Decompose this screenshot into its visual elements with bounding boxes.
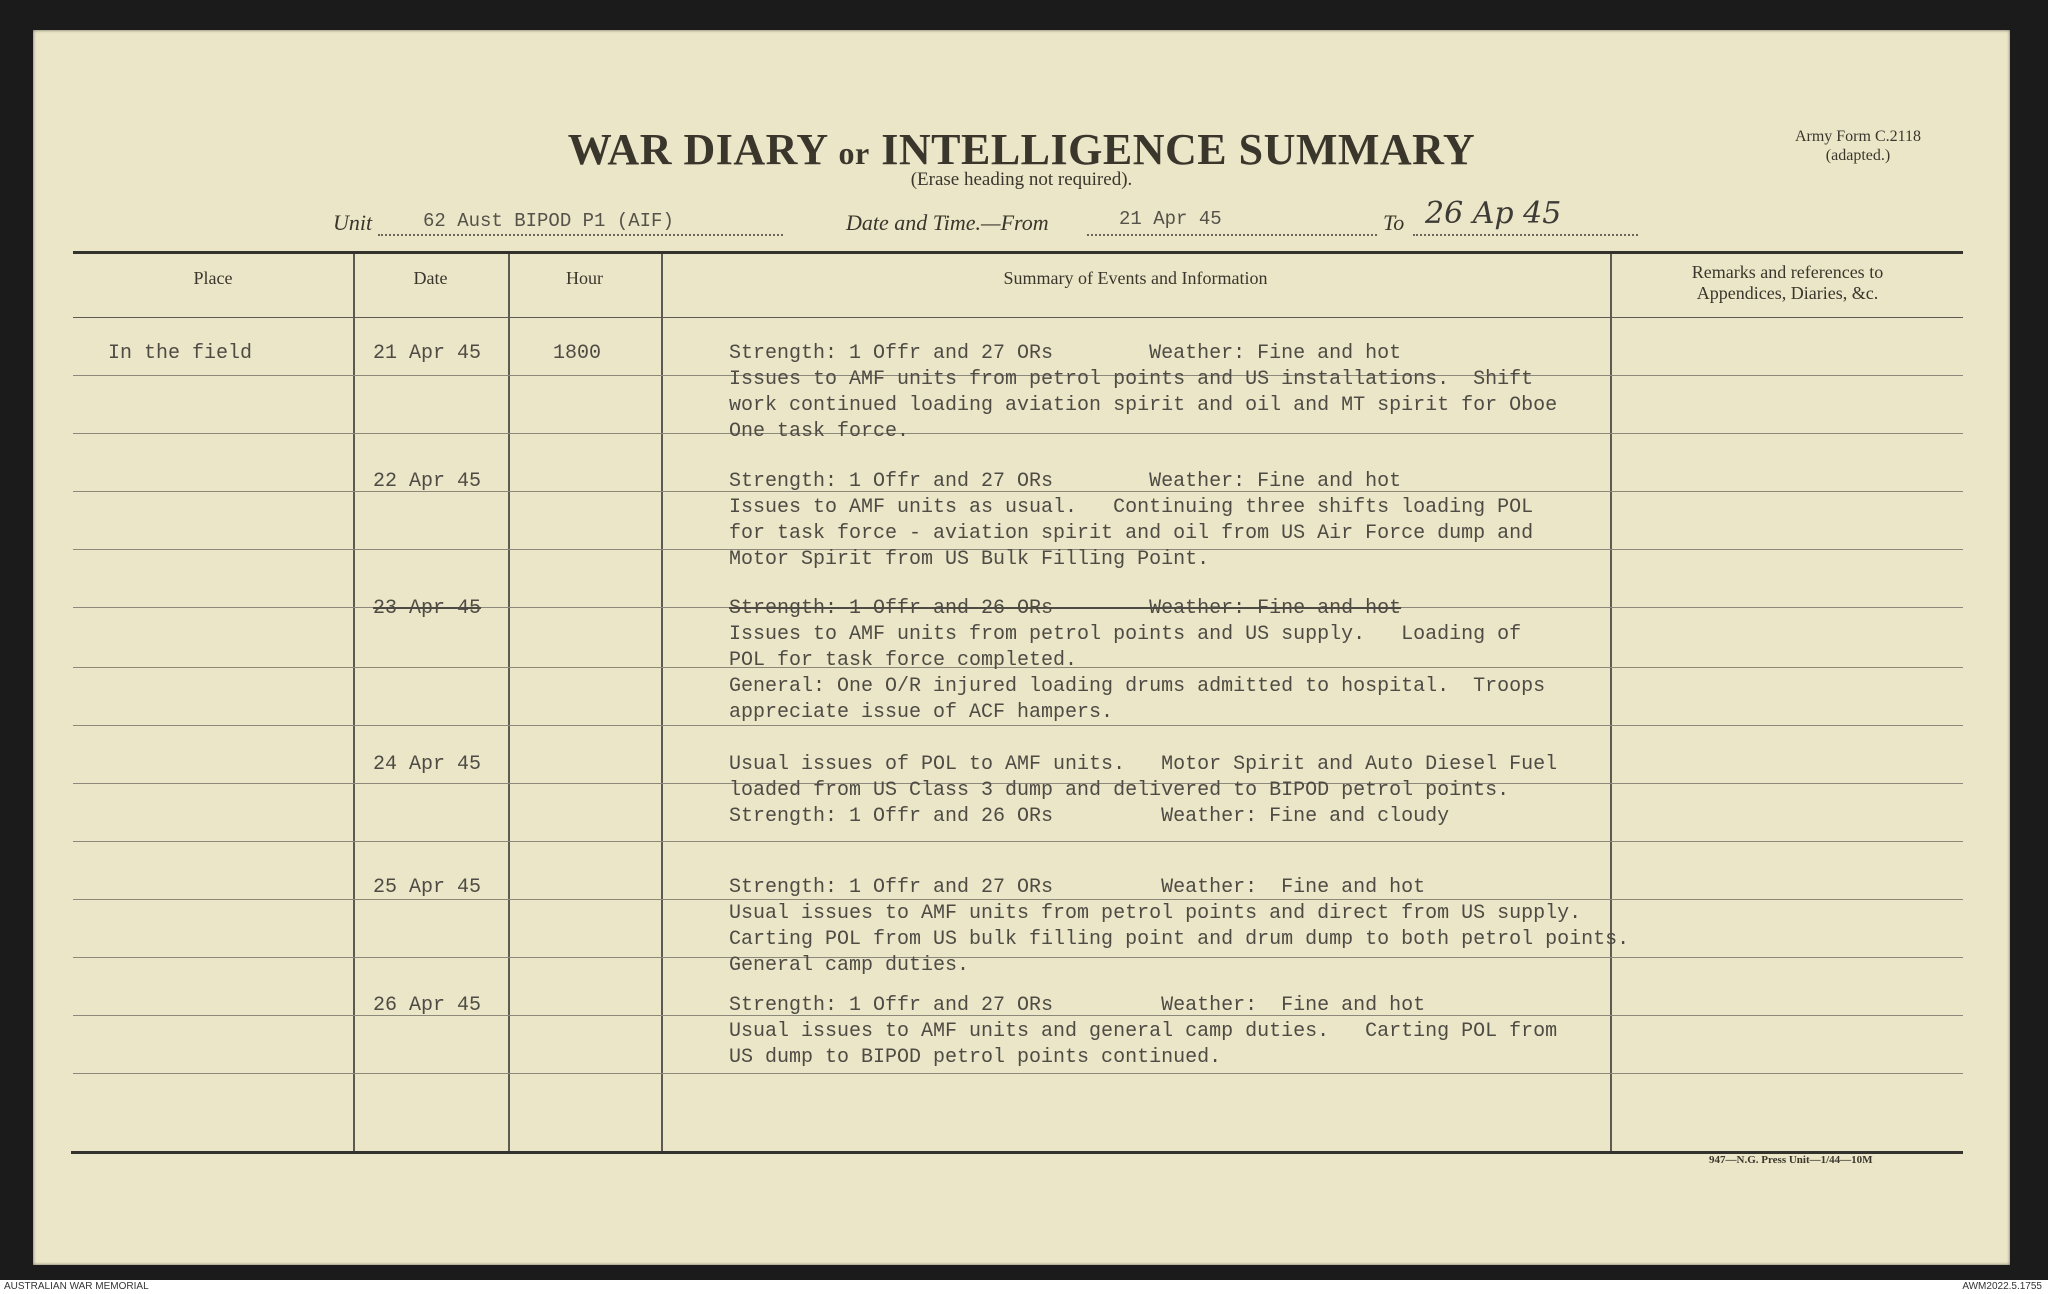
date-from-dotted-line bbox=[1087, 234, 1377, 236]
column-header-place: Place bbox=[193, 268, 233, 288]
unit-label: Unit bbox=[333, 210, 373, 235]
entry-line: Strength: 1 Offr and 27 ORs Weather: Fine and hot bbox=[729, 876, 1426, 899]
header-separator bbox=[73, 317, 1963, 318]
entry-line: appreciate issue of ACF hampers. bbox=[729, 701, 1114, 724]
ruled-line bbox=[73, 433, 1963, 434]
entry-line: One task force. bbox=[729, 420, 910, 443]
entry-line: Issues to AMF units from petrol points and US supply. Loading of bbox=[729, 623, 1522, 646]
entry-line: US dump to BIPOD petrol points continued. bbox=[729, 1046, 1222, 1069]
column-header-remarks: Remarks and references to Appendices, Diaries, &c. bbox=[1691, 262, 1884, 303]
entry-line: Strength: 1 Offr and 26 ORs Weather: Fine and hot bbox=[729, 597, 1402, 620]
date-to-dotted-line bbox=[1413, 234, 1638, 236]
entry-place: In the field bbox=[108, 342, 253, 365]
date-to-label: To bbox=[1383, 210, 1405, 235]
entry-date: 21 Apr 45 bbox=[373, 342, 482, 365]
entry-line: Motor Spirit from US Bulk Filling Point. bbox=[729, 548, 1210, 571]
entry-line: Strength: 1 Offr and 27 ORs Weather: Fine and hot bbox=[729, 470, 1402, 493]
date-to-handwritten: 26 Ap 45 bbox=[1425, 196, 1562, 231]
entry-line: Usual issues to AMF units from petrol points and direct from US supply. bbox=[729, 902, 1582, 925]
ruled-line bbox=[73, 725, 1963, 726]
entry-date: 26 Apr 45 bbox=[373, 994, 482, 1017]
ruled-line bbox=[73, 899, 1963, 900]
unit-value: 62 Aust BIPOD P1 (AIF) bbox=[423, 210, 674, 232]
entry-line: Carting POL from US bulk filling point and drum dump to both petrol points. bbox=[729, 928, 1630, 951]
page-subtitle: (Erase heading not required). bbox=[910, 169, 1133, 190]
ruled-line bbox=[73, 841, 1963, 842]
col-divider-summary bbox=[1610, 254, 1612, 1151]
entry-date: 25 Apr 45 bbox=[373, 876, 482, 899]
column-header-date: Date bbox=[413, 268, 448, 288]
column-header-summary: Summary of Events and Information bbox=[1003, 268, 1268, 288]
entry-date: 22 Apr 45 bbox=[373, 470, 482, 493]
column-header-hour: Hour bbox=[566, 268, 603, 288]
entry-line: General: One O/R injured loading drums admitted to hospital. Troops bbox=[729, 675, 1546, 698]
table-top-rule bbox=[73, 251, 1963, 254]
entry-line: Usual issues to AMF units and general camp duties. Carting POL from bbox=[729, 1020, 1558, 1043]
date-from-label: Date and Time.—From bbox=[846, 210, 1049, 235]
archive-name: AUSTRALIAN WAR MEMORIAL bbox=[4, 1281, 149, 1292]
ruled-line bbox=[73, 957, 1963, 958]
entry-line: Issues to AMF units as usual. Continuing three shifts loading POL bbox=[729, 496, 1534, 519]
date-from-value: 21 Apr 45 bbox=[1119, 208, 1222, 230]
entry-line: Usual issues of POL to AMF units. Motor Spirit and Auto Diesel Fuel bbox=[729, 753, 1558, 776]
archive-reference: AWM2022.5.1755 bbox=[1962, 1281, 2042, 1292]
entry-line: POL for task force completed. bbox=[729, 649, 1078, 672]
entry-date: 24 Apr 45 bbox=[373, 753, 482, 776]
entry-line: Strength: 1 Offr and 26 ORs Weather: Fine and cloudy bbox=[729, 805, 1450, 828]
archive-caption-strip bbox=[0, 1280, 2048, 1294]
print-note: 947—N.G. Press Unit—1/44—10M bbox=[1709, 1154, 1873, 1166]
war-diary-sheet bbox=[33, 30, 2010, 1265]
entry-date: 23 Apr 45 bbox=[373, 597, 482, 620]
entry-line: for task force - aviation spirit and oil from US Air Force dump and bbox=[729, 522, 1534, 545]
entry-hour: 1800 bbox=[553, 342, 602, 365]
unit-dotted-line bbox=[378, 234, 783, 236]
col-divider-date bbox=[508, 254, 510, 1151]
entry-line: Strength: 1 Offr and 27 ORs Weather: Fine and hot bbox=[729, 342, 1402, 365]
page-title: WAR DIARY or INTELLIGENCE SUMMARY bbox=[567, 125, 1476, 174]
ruled-line bbox=[73, 1073, 1963, 1074]
entry-line: work continued loading aviation spirit and oil and MT spirit for Oboe bbox=[729, 394, 1558, 417]
entry-line: General camp duties. bbox=[729, 954, 970, 977]
col-divider-place bbox=[353, 254, 355, 1151]
table-bottom-rule bbox=[71, 1151, 1963, 1154]
entry-line: Issues to AMF units from petrol points and US installations. Shift bbox=[729, 368, 1534, 391]
entry-line: loaded from US Class 3 dump and delivered to BIPOD petrol points. bbox=[729, 779, 1510, 802]
col-divider-hour bbox=[661, 254, 663, 1151]
army-form-reference: Army Form C.2118 (adapted.) bbox=[1794, 128, 1922, 164]
entry-line: Strength: 1 Offr and 27 ORs Weather: Fine and hot bbox=[729, 994, 1426, 1017]
